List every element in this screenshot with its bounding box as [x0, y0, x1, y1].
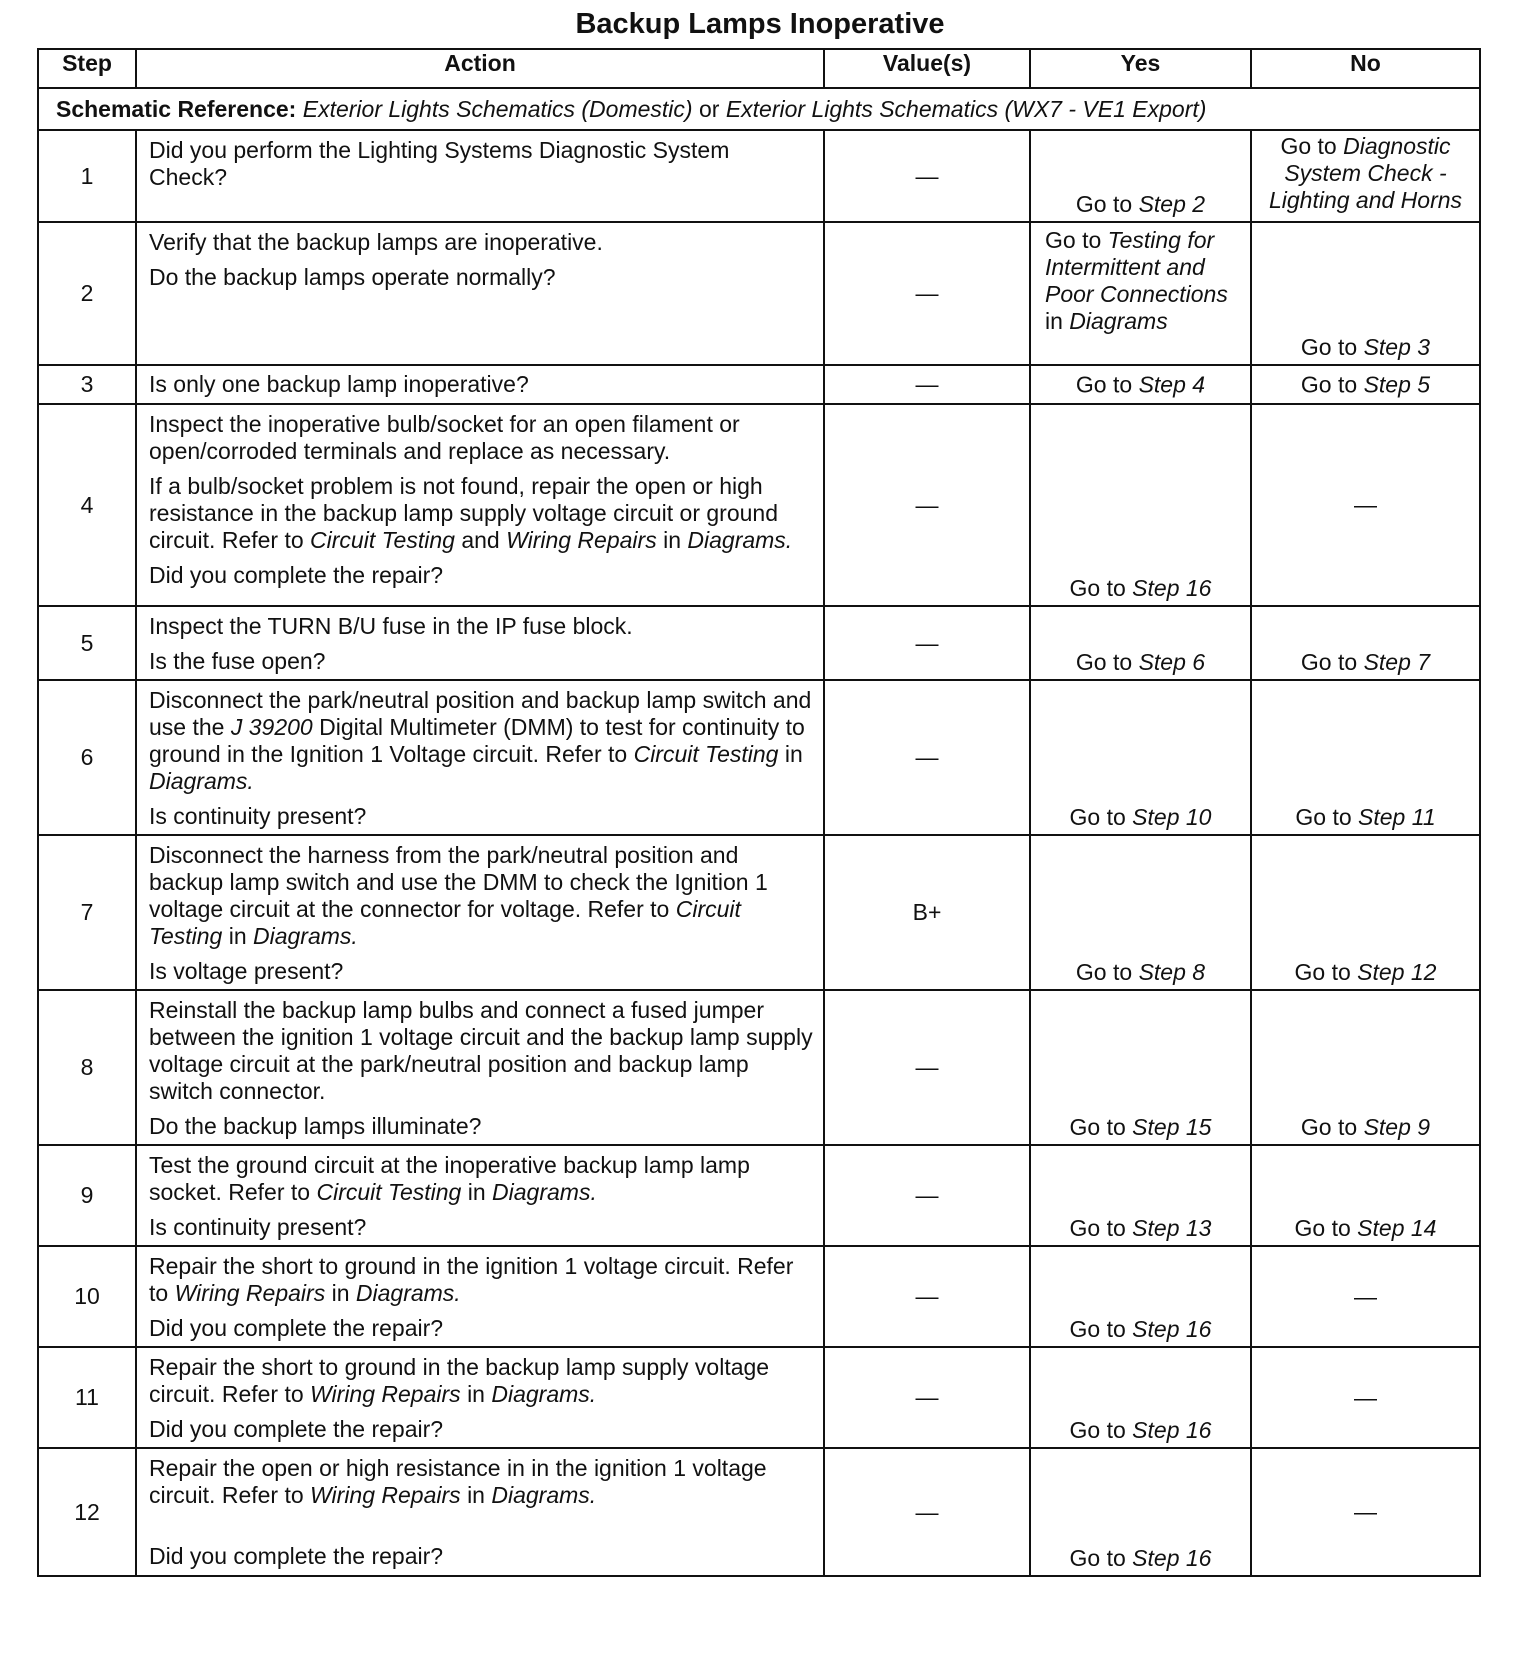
- action-text: Inspect the TURN B/U fuse in the IP fuse block.: [149, 613, 633, 639]
- no-result: —: [1354, 1498, 1377, 1525]
- action-text: Repair the short to ground in the backup lamp supply voltage circuit. Refer to Wiring Repairs in Diagrams.: [149, 1354, 770, 1407]
- table-row: [38, 990, 1480, 1145]
- header-values: Value(s): [824, 49, 1030, 88]
- yes-link[interactable]: Go to Step 10: [1069, 804, 1212, 830]
- schematic-ref-domestic[interactable]: Exterior Lights Schematics (Domestic): [302, 95, 693, 122]
- step-number: 8: [38, 990, 136, 1145]
- step-no: [1251, 1448, 1480, 1576]
- schematic-row: [38, 88, 1480, 130]
- table-row: [38, 1246, 1480, 1347]
- table-row: [38, 1145, 1480, 1246]
- action-question: Do the backup lamps operate normally?: [149, 264, 556, 290]
- no-result: —: [1354, 1283, 1377, 1309]
- step-action: [136, 1347, 824, 1448]
- diagrams-link[interactable]: Diagrams.: [149, 768, 254, 794]
- action-question: Did you complete the repair?: [149, 562, 444, 588]
- diagrams-link[interactable]: Diagrams.: [253, 923, 358, 949]
- schematic-label: Schematic Reference:: [56, 95, 297, 122]
- action-question: Did you complete the repair?: [149, 1543, 444, 1569]
- action-text: Did you perform the Lighting Systems Diagnostic System Check?: [149, 137, 730, 190]
- diagrams-link[interactable]: Diagrams.: [687, 527, 793, 553]
- step-action: [136, 130, 824, 222]
- header-step: Step: [38, 49, 136, 88]
- step-yes: [1030, 222, 1251, 365]
- yes-link[interactable]: Go to Step 4: [1075, 371, 1206, 397]
- wiring-repairs-link[interactable]: Wiring Repairs: [174, 1280, 326, 1306]
- wiring-repairs-link[interactable]: Wiring Repairs: [310, 1381, 461, 1407]
- no-link[interactable]: Go to Step 12: [1294, 959, 1437, 985]
- step-value: —: [824, 606, 1030, 680]
- table-row: [38, 680, 1480, 835]
- step-value: —: [824, 1246, 1030, 1347]
- step-no: [1251, 404, 1480, 606]
- step-no: [1251, 680, 1480, 835]
- action-question: Is voltage present?: [149, 958, 344, 984]
- step-yes: [1030, 365, 1251, 404]
- table-row: [38, 404, 1480, 606]
- step-yes: [1030, 1448, 1251, 1576]
- action-question: Is continuity present?: [149, 803, 367, 829]
- step-yes: [1030, 1246, 1251, 1347]
- action-question: Is continuity present?: [149, 1214, 367, 1240]
- step-no: [1251, 606, 1480, 680]
- no-link[interactable]: Go to Step 7: [1300, 649, 1431, 675]
- step-value: —: [824, 1145, 1030, 1246]
- step-action: [136, 222, 824, 365]
- no-link[interactable]: Go to Step 3: [1300, 334, 1431, 360]
- action-text: Disconnect the harness from the park/neutral position and backup lamp switch and use the DMM to check the Ignition 1 voltage circuit at the connector for voltage. Refer to Circuit Testing in Diagrams.: [149, 842, 768, 949]
- tool-reference: J 39200: [230, 714, 313, 740]
- no-link[interactable]: Go to Step 11: [1295, 804, 1436, 830]
- action-question: Did you complete the repair?: [149, 1315, 444, 1341]
- wiring-repairs-link[interactable]: Wiring Repairs: [310, 1482, 461, 1508]
- step-value: —: [824, 1448, 1030, 1576]
- diagrams-link[interactable]: Diagrams.: [491, 1381, 597, 1407]
- header-no: No: [1251, 49, 1480, 88]
- no-result: —: [1354, 1384, 1377, 1410]
- table-row: [38, 835, 1480, 990]
- yes-link[interactable]: Go to Step 16: [1069, 1417, 1212, 1443]
- no-link[interactable]: Go to Step 9: [1300, 1114, 1431, 1140]
- step-number: 5: [38, 606, 136, 680]
- action-question: Is the fuse open?: [149, 648, 326, 674]
- step-number: 3: [38, 365, 136, 404]
- header-yes: Yes: [1030, 49, 1251, 88]
- action-text: Test the ground circuit at the inoperative backup lamp lamp socket. Refer to Circuit Testing in Diagrams.: [149, 1152, 750, 1205]
- step-number: 4: [38, 404, 136, 606]
- step-action: [136, 365, 824, 404]
- action-question: Do the backup lamps illuminate?: [149, 1113, 482, 1139]
- action-text: Repair the short to ground in the ignition 1 voltage circuit. Refer to Wiring Repairs in Diagrams.: [149, 1253, 794, 1306]
- step-number: 10: [38, 1246, 136, 1347]
- yes-link[interactable]: Go to Step 16: [1069, 1316, 1212, 1342]
- step-action: [136, 1145, 824, 1246]
- step-value: —: [824, 404, 1030, 606]
- table-row: [38, 130, 1480, 222]
- step-value: —: [824, 680, 1030, 835]
- yes-link[interactable]: Go to Step 15: [1069, 1114, 1212, 1140]
- step-action: [136, 835, 824, 990]
- table-row: [38, 1448, 1480, 1576]
- step-number: 12: [38, 1448, 136, 1576]
- wiring-repairs-link[interactable]: Wiring Repairs: [506, 527, 657, 553]
- schematic-or: or: [698, 95, 720, 122]
- schematic-reference: [38, 88, 1480, 130]
- step-value: B+: [824, 835, 1030, 990]
- yes-link[interactable]: Go to Step 16: [1069, 1545, 1212, 1571]
- action-text: Repair the open or high resistance in in the ignition 1 voltage circuit. Refer to Wiring Repairs in Diagrams.: [149, 1455, 767, 1508]
- page-title: Backup Lamps Inoperative: [575, 8, 945, 40]
- step-yes: [1030, 1145, 1251, 1246]
- diagrams-link[interactable]: Diagrams.: [492, 1179, 597, 1205]
- action-question: Did you complete the repair?: [149, 1416, 444, 1442]
- yes-link[interactable]: Go to Step 16: [1069, 575, 1212, 601]
- step-action: [136, 404, 824, 606]
- table-row: [38, 1347, 1480, 1448]
- step-value: —: [824, 222, 1030, 365]
- yes-link[interactable]: Go to Testing for Intermittent and Poor Connections in Diagrams: [1045, 227, 1228, 334]
- step-no: [1251, 1347, 1480, 1448]
- step-action: [136, 1246, 824, 1347]
- action-text: Inspect the inoperative bulb/socket for an open filament or open/corroded terminals and replace as necessary.: [149, 411, 740, 464]
- step-action: [136, 680, 824, 835]
- step-no: [1251, 222, 1480, 365]
- step-number: 11: [38, 1347, 136, 1448]
- step-yes: [1030, 990, 1251, 1145]
- action-question: Is only one backup lamp inoperative?: [149, 371, 529, 397]
- circuit-testing-link[interactable]: Circuit Testing: [316, 1179, 462, 1205]
- step-yes: [1030, 680, 1251, 835]
- step-value: —: [824, 990, 1030, 1145]
- action-text: Reinstall the backup lamp bulbs and connect a fused jumper between the ignition 1 voltage circuit and the backup lamp supply voltage circuit at the park/neutral position and backup lamp switch connector.: [149, 997, 813, 1104]
- step-no: [1251, 365, 1480, 404]
- yes-link[interactable]: Go to Step 8: [1075, 959, 1206, 985]
- step-no: [1251, 1246, 1480, 1347]
- step-yes: [1030, 606, 1251, 680]
- circuit-testing-link[interactable]: Circuit Testing: [310, 527, 455, 553]
- diagnostic-table: [37, 48, 1481, 1577]
- no-link[interactable]: Go to Diagnostic System Check - Lighting and Horns: [1268, 133, 1463, 213]
- step-number: 6: [38, 680, 136, 835]
- yes-link[interactable]: Go to Step 2: [1075, 191, 1206, 217]
- circuit-testing-link[interactable]: Circuit Testing: [149, 896, 741, 949]
- table-row: [38, 222, 1480, 365]
- action-text: Disconnect the park/neutral position and backup lamp switch and use the J 39200 Digital Multimeter (DMM) to test for continuity to ground in the Ignition 1 Voltage circuit. Refer to Circuit Testing in Diagrams.: [149, 687, 812, 794]
- step-yes: [1030, 1347, 1251, 1448]
- no-result: —: [1354, 491, 1377, 518]
- step-no: [1251, 835, 1480, 990]
- diagrams-link[interactable]: Diagrams.: [491, 1482, 597, 1508]
- schematic-ref-export[interactable]: Exterior Lights Schematics (WX7 - VE1 Export): [725, 95, 1207, 122]
- action-text: Verify that the backup lamps are inoperative.: [149, 229, 603, 255]
- table-row: [38, 365, 1480, 404]
- step-no: [1251, 130, 1480, 222]
- step-number: 2: [38, 222, 136, 365]
- no-link[interactable]: Go to Step 5: [1300, 371, 1431, 397]
- action-text: If a bulb/socket problem is not found, repair the open or high resistance in the backup lamp supply voltage circuit or ground circuit. Refer to Circuit Testing and Wiring Repairs in Diagrams.: [149, 473, 793, 553]
- step-action: [136, 606, 824, 680]
- yes-link[interactable]: Go to Step 13: [1069, 1215, 1212, 1241]
- step-number: 9: [38, 1145, 136, 1246]
- step-value: —: [824, 1347, 1030, 1448]
- step-yes: [1030, 835, 1251, 990]
- yes-link[interactable]: Go to Step 6: [1075, 649, 1206, 675]
- step-no: [1251, 1145, 1480, 1246]
- step-yes: [1030, 130, 1251, 222]
- step-value: —: [824, 365, 1030, 404]
- step-yes: [1030, 404, 1251, 606]
- step-action: [136, 990, 824, 1145]
- step-number: 7: [38, 835, 136, 990]
- header-action: Action: [136, 49, 824, 88]
- no-link[interactable]: Go to Step 14: [1294, 1215, 1437, 1241]
- step-value: —: [824, 130, 1030, 222]
- circuit-testing-link[interactable]: Circuit Testing: [633, 741, 779, 767]
- header-row: [38, 49, 1480, 88]
- diagrams-link[interactable]: Diagrams.: [355, 1280, 461, 1306]
- table-row: [38, 606, 1480, 680]
- step-no: [1251, 990, 1480, 1145]
- step-number: 1: [38, 130, 136, 222]
- step-action: [136, 1448, 824, 1576]
